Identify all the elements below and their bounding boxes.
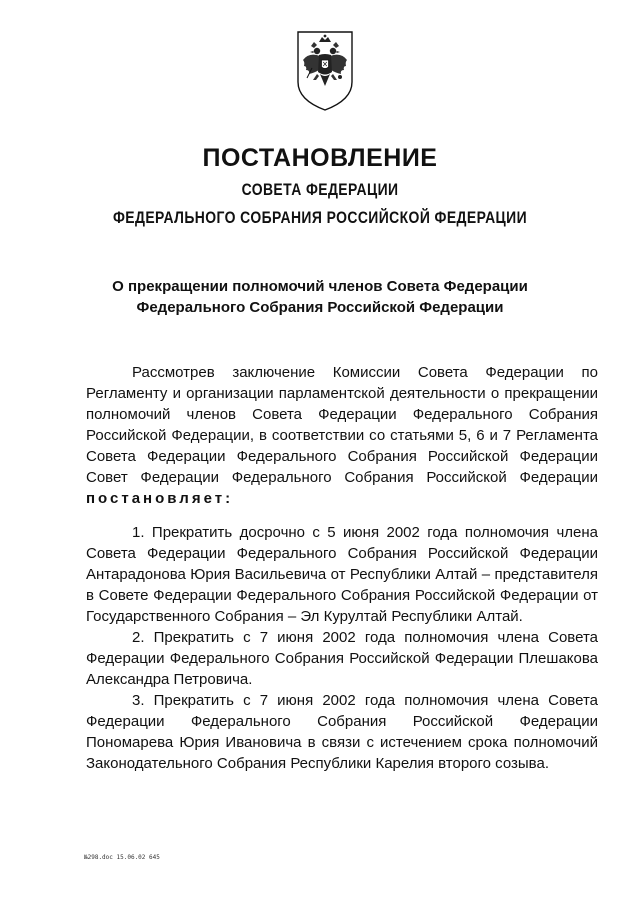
document-subject xyxy=(60,276,580,318)
file-reference-note: №298.doc 15.06.02 645 xyxy=(84,854,160,861)
coat-of-arms-icon xyxy=(295,30,355,112)
resolution-item-1: 1. Прекратить досрочно с 5 июня 2002 года полномочия члена Совета Федерации Федерального Собрания Российской Федерации Антарадонова Юрия Васильевича от Республики Алтай – представителя в Совете Федерации Федерального Собрания Российской Федерации от Государственного Собрания – Эл Курултай Республики Алтай. xyxy=(86,524,598,625)
document-subtitle-line2: ФЕДЕРАЛЬНОГО СОБРАНИЯ РОССИЙСКОЙ ФЕДЕРАЦИИ xyxy=(112,208,528,227)
intro-paragraph xyxy=(86,362,598,509)
document-subtitle-line1: СОВЕТА ФЕДЕРАЦИИ xyxy=(241,180,399,199)
subject-line2: Федерального Собрания Российской Федерации xyxy=(136,299,504,316)
subject-line1: О прекращении полномочий членов Совета Федерации xyxy=(112,278,528,295)
resolution-items xyxy=(86,522,598,774)
document-title: ПОСТАНОВЛЕНИЕ xyxy=(202,144,438,172)
resolution-item-2: 2. Прекратить с 7 июня 2002 года полномочия члена Совета Федерации Федерального Собрания Российской Федерации Плешакова Александра Петровича. xyxy=(86,629,598,688)
resolution-item-3: 3. Прекратить с 7 июня 2002 года полномочия члена Совета Федерации Федерального Собрания Российской Федерации Пономарева Юрия Ивановича в связи с истечением срока полномочий Законодательного Собрания Республики Карелия второго созыва. xyxy=(86,692,598,772)
intro-text: Рассмотрев заключение Комиссии Совета Федерации по Регламенту и организации парламентской деятельности о прекращении полномочий членов Совета Федерации Федерального Собрания Российской Федерации, в соответствии со статьями 5, 6 и 7 Регламента Совета Федерации Федерального Собрания Российской Федерации Совет Федерации Федерального Собрания Российской Федерации xyxy=(86,364,598,486)
decree-word: постановляет: xyxy=(86,490,234,507)
